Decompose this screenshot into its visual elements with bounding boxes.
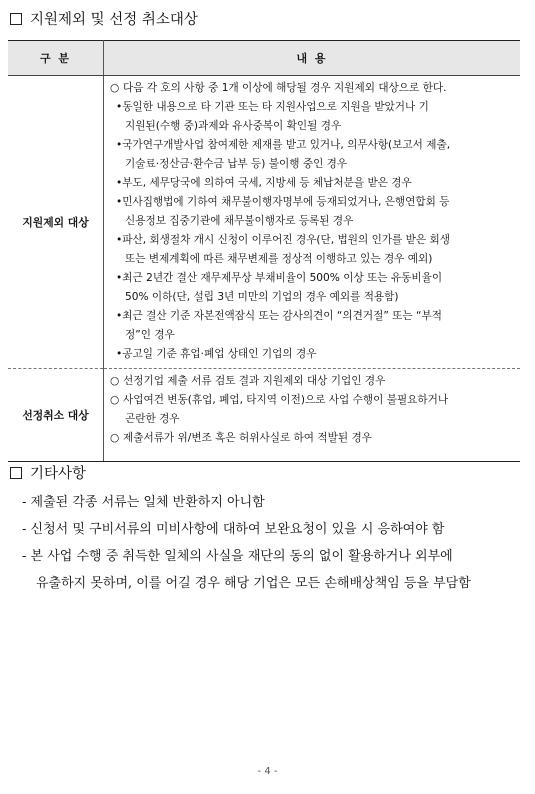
list-item — [110, 174, 516, 193]
circle-bullet-icon: ○ — [110, 375, 120, 387]
list-item — [110, 98, 516, 117]
table-row — [8, 369, 520, 462]
dot-bullet-icon: • — [116, 196, 123, 208]
item-text: 부도, 세무당국에 의하여 국세, 지방세 등 체납처분을 받은 경우 — [122, 177, 412, 189]
list-item — [110, 231, 516, 250]
table-header-row — [8, 41, 520, 76]
list-item — [110, 345, 516, 364]
item-text: 다음 각 호의 사항 중 1개 이상에 해당될 경우 지원제외 대상으로 한다. — [123, 82, 447, 94]
notes-list — [22, 489, 471, 597]
circle-bullet-icon: ○ — [110, 394, 120, 406]
list-item — [110, 326, 516, 345]
item-text: 선정기업 제출 서류 검토 결과 지원제외 대상 기업인 경우 — [123, 375, 386, 387]
list-item — [110, 212, 516, 231]
list-item — [22, 570, 471, 597]
item-text: 공고일 기준 휴업·폐업 상태인 기업의 경우 — [122, 348, 317, 360]
item-text: 기술료·정산금·환수금 납부 등) 불이행 중인 경우 — [125, 158, 348, 170]
item-text: 최근 결산 기준 자본전액잠식 또는 감사의견이 “의견거절” 또는 “부적 — [122, 310, 442, 322]
section-heading — [10, 8, 198, 29]
item-text: 신청서 및 구비서류의 미비사항에 대하여 보완요청이 있을 시 응하여야 함 — [30, 522, 445, 537]
dot-bullet-icon: • — [116, 101, 123, 113]
item-text: 동일한 내용으로 타 기관 또는 타 지원사업으로 지원을 받았거나 기 — [122, 101, 429, 113]
item-text: 제출된 각종 서류는 일체 반환하지 아니함 — [30, 495, 265, 510]
list-item — [110, 250, 516, 269]
item-text: 50% 이하(단, 설립 3년 미만의 기업의 경우 예외를 적용함) — [125, 291, 399, 303]
list-item — [110, 269, 516, 288]
list-item — [110, 117, 516, 136]
dot-bullet-icon: • — [116, 272, 123, 284]
item-text: 최근 2년간 결산 재무제무상 부채비율이 500% 이상 또는 유동비율이 — [122, 272, 443, 284]
section-title: 기타사항 — [30, 466, 87, 482]
item-text: 제출서류가 위/변조 혹은 허위사실로 하여 적발된 경우 — [123, 432, 372, 444]
row-category: 선정취소 대상 — [8, 369, 104, 462]
item-text: 또는 변제계획에 따른 채무변제를 정상적 이행하고 있는 경우 예외) — [125, 253, 433, 265]
dot-bullet-icon: • — [116, 139, 123, 151]
checkbox-square-icon — [10, 13, 22, 25]
page-number: - 4 - — [257, 766, 278, 777]
dash-bullet-icon: - — [22, 495, 31, 510]
list-item — [110, 136, 516, 155]
list-item — [110, 372, 516, 391]
item-text: 지원된(수행 중)과제와 유사중복이 확인될 경우 — [125, 120, 342, 132]
item-text: 파산, 회생절차 개시 신청이 이루어진 경우(단, 법원의 인가를 받은 회생 — [122, 234, 450, 246]
row-category: 지원제외 대상 — [8, 76, 104, 369]
list-item — [110, 429, 516, 448]
header-category: 구 분 — [8, 41, 104, 76]
item-text: 유출하지 못하며, 이를 어길 경우 해당 기업은 모든 손해배상책임 등을 부담함 — [36, 576, 471, 591]
dash-bullet-icon: - — [22, 549, 31, 564]
row-content — [104, 76, 521, 369]
list-item — [110, 307, 516, 326]
list-item — [22, 543, 471, 570]
list-item — [22, 516, 471, 543]
item-text: 곤란한 경우 — [125, 413, 180, 425]
list-item — [22, 489, 471, 516]
item-text: 정”인 경우 — [125, 329, 175, 341]
header-content: 내 용 — [104, 41, 521, 76]
item-text: 민사집행법에 기하여 채무불이행자명부에 등재되었거나, 은행연합회 등 — [122, 196, 450, 208]
row-content — [104, 369, 521, 462]
dot-bullet-icon: • — [116, 348, 123, 360]
dot-bullet-icon: • — [116, 234, 123, 246]
list-item — [110, 391, 516, 410]
section-title: 지원제외 및 선정 취소대상 — [30, 12, 198, 28]
list-item — [110, 410, 516, 429]
list-item — [110, 193, 516, 212]
item-text: 신용정보 집중기관에 채무불이행자로 등록된 경우 — [125, 215, 354, 227]
circle-bullet-icon: ○ — [110, 82, 120, 94]
item-text: 사업여건 변동(휴업, 폐업, 타지역 이전)으로 사업 수행이 불필요하거나 — [123, 394, 449, 406]
section-heading — [10, 462, 86, 483]
list-item — [110, 288, 516, 307]
criteria-table — [8, 40, 520, 462]
list-item — [110, 79, 516, 98]
table-row — [8, 76, 520, 369]
item-text: 국가연구개발사업 참여제한 제재를 받고 있거나, 의무사항(보고서 제출, — [122, 139, 451, 151]
dot-bullet-icon: • — [116, 177, 123, 189]
item-text: 본 사업 수행 중 취득한 일체의 사실을 재단의 동의 없이 활용하거나 외부에 — [30, 549, 453, 564]
list-item — [110, 155, 516, 174]
dash-bullet-icon: - — [22, 522, 31, 537]
circle-bullet-icon: ○ — [110, 432, 120, 444]
checkbox-square-icon — [10, 467, 22, 479]
dot-bullet-icon: • — [116, 310, 123, 322]
